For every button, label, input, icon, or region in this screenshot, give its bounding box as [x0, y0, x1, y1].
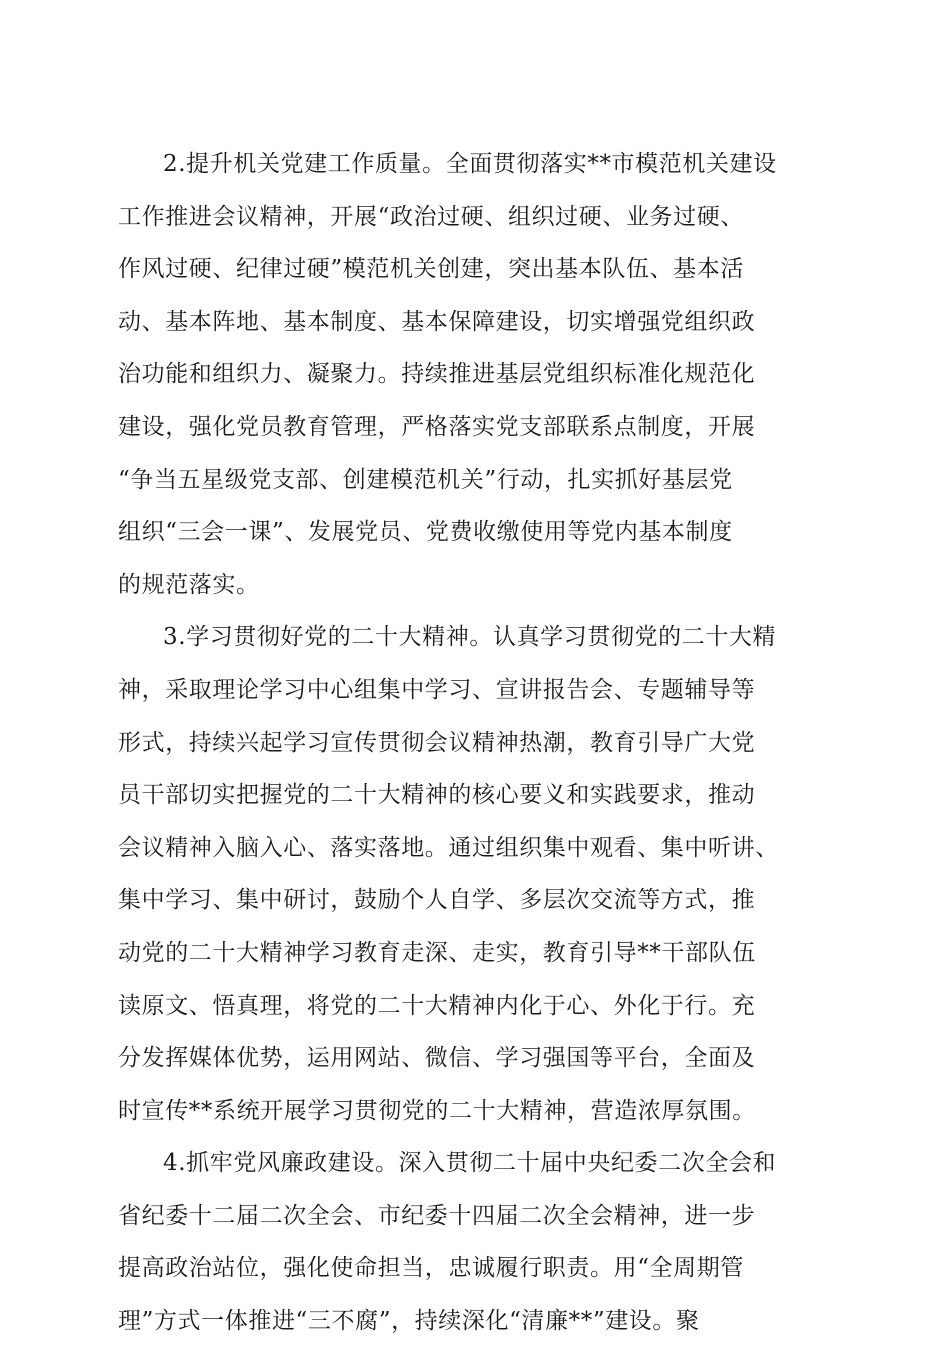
paragraph-line: 员干部切实把握党的二十大精神的核心要义和实践要求，推动 — [118, 782, 756, 809]
paragraph-line: 会议精神入脑入心、落实落地。通过组织集中观看、集中听讲、 — [118, 834, 779, 861]
paragraph-line: 动党的二十大精神学习教育走深、走实，教育引导**干部队伍 — [118, 939, 756, 966]
paragraph-line: 分发挥媒体优势，运用网站、微信、学习强国等平台，全面及 — [118, 1045, 756, 1072]
paragraph-line: 作风过硬、纪律过硬”模范机关创建，突出基本队伍、基本活 — [118, 256, 744, 283]
paragraph-line: 3.学习贯彻好党的二十大精神。认真学习贯彻党的二十大精 — [163, 624, 777, 651]
paragraph-line: 2.提升机关党建工作质量。全面贯彻落实**市模范机关建设 — [163, 151, 777, 177]
paragraph-party-building-quality — [118, 138, 828, 611]
paragraph-line: “争当五星级党支部、创建模范机关”行动，扎实抓好基层党 — [118, 466, 733, 493]
paragraph-line: 提高政治站位，强化使命担当，忠诚履行职责。用“全周期管 — [118, 1255, 744, 1282]
paragraph-line: 4.抓牢党风廉政建设。深入贯彻二十届中央纪委二次全会和 — [163, 1150, 777, 1177]
paragraph-line: 建设，强化党员教育管理，严格落实党支部联系点制度，开展 — [118, 413, 756, 440]
paragraph-study-twentieth-congress — [118, 611, 828, 1137]
paragraph-line: 的规范落实。 — [118, 571, 260, 598]
paragraph-line: 集中学习、集中研讨，鼓励个人自学、多层次交流等方式，推 — [118, 887, 756, 914]
paragraph-line: 治功能和组织力、凝聚力。持续推进基层党组织标准化规范化 — [118, 361, 756, 388]
paragraph-party-conduct-integrity — [118, 1137, 828, 1347]
paragraph-line: 省纪委十二届二次全会、市纪委十四届二次全会精神，进一步 — [118, 1202, 756, 1229]
paragraph-line: 形式，持续兴起学习宣传贯彻会议精神热潮，教育引导广大党 — [118, 729, 756, 756]
paragraph-line: 读原文、悟真理，将党的二十大精神内化于心、外化于行。充 — [118, 992, 756, 1019]
paragraph-line: 组织“三会一课”、发展党员、党费收缴使用等党内基本制度 — [118, 519, 733, 546]
paragraph-line: 动、基本阵地、基本制度、基本保障建设，切实增强党组织政 — [118, 308, 756, 335]
paragraph-line: 工作推进会议精神，开展“政治过硬、组织过硬、业务过硬、 — [118, 203, 744, 230]
paragraph-line: 时宣传**系统开展学习贯彻党的二十大精神，营造浓厚氛围。 — [118, 1097, 756, 1124]
paragraph-line: 神，采取理论学习中心组集中学习、宣讲报告会、专题辅导等 — [118, 676, 756, 703]
paragraph-line: 理”方式一体推进“三不腐”，持续深化“清廉**”建设。聚 — [118, 1308, 700, 1335]
document-body — [118, 138, 828, 1348]
